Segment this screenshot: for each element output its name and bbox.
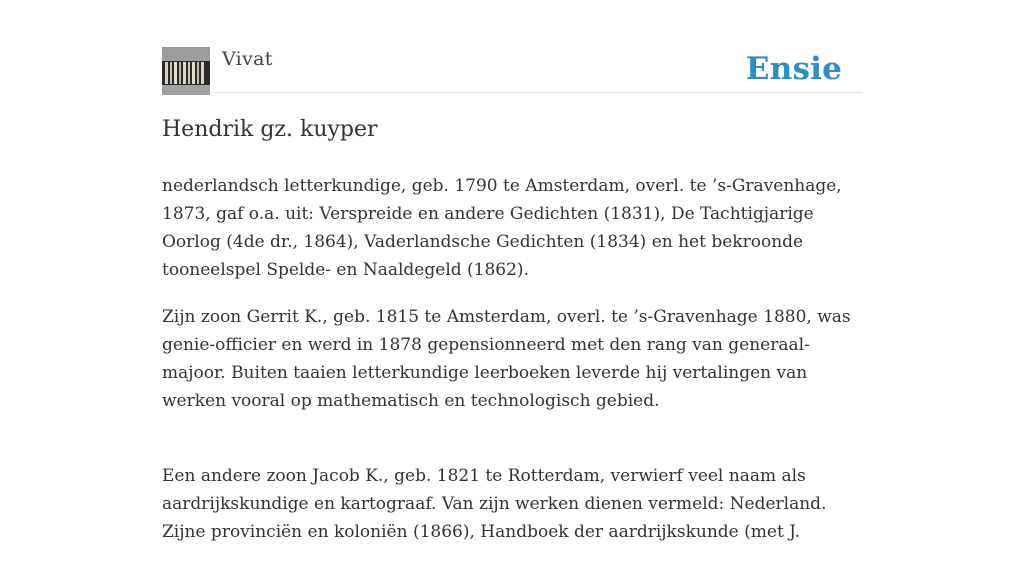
article [162, 112, 852, 565]
paragraph-spacer [162, 434, 852, 462]
article-paragraph: Een andere zoon Jacob K., geb. 1821 te Rotterdam, verwierf veel naam als aardrijkskundige en kartograaf. Van zijn werken dienen vermeld: Nederland. Zijne provinciën en koloniën (1866), Handboek der aardrijkskunde (met J. [162, 466, 827, 542]
article-title: Hendrik gz. kuyper [162, 117, 378, 142]
books-avatar-icon [162, 47, 210, 95]
site-header [162, 46, 862, 93]
avatar[interactable] [162, 47, 210, 95]
site-name-link[interactable]: Vivat [222, 48, 273, 70]
article-paragraph: Zijn zoon Gerrit K., geb. 1815 te Amsterdam, overl. te ’s-Gravenhage 1880, was genie-officier en werd in 1878 gepensionneerd met den rang van generaal-majoor. Buiten taaien letterkundige leerboeken leverde hij vertalingen van werken vooral op mathematisch en technologisch gebied. [162, 307, 851, 411]
ensie-logo[interactable]: Ensie [745, 51, 842, 87]
article-paragraph: nederlandsch letterkundige, geb. 1790 te Amsterdam, overl. te ’s-Gravenhage, 1873, gaf o.a. uit: Verspreide en andere Gedichten (1831), De Tachtigjarige Oorlog (4de dr., 1864), Vaderlandsche Gedichten (1834) en het bekroonde tooneelspel Spelde- en Naaldegeld (1862). [162, 176, 842, 280]
